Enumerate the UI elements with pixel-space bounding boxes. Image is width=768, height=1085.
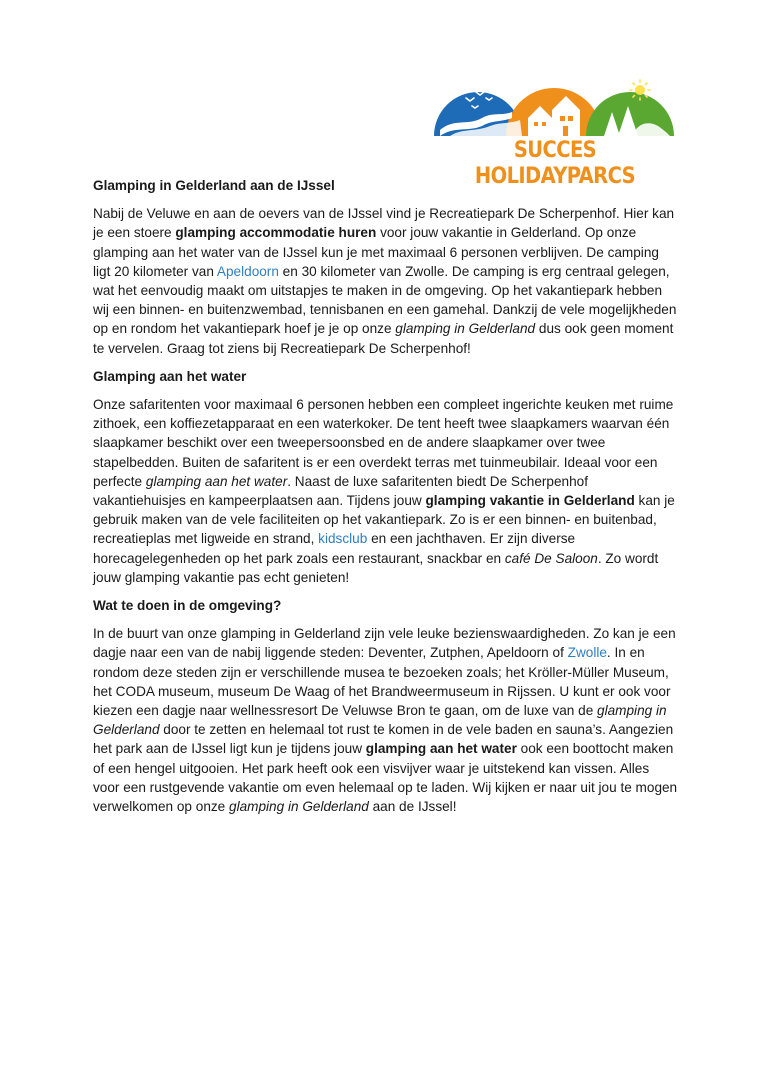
zwolle-link[interactable]: Zwolle bbox=[567, 645, 607, 661]
section-heading: Glamping in Gelderland aan de IJssel bbox=[93, 178, 335, 193]
kidsclub-link[interactable]: kidsclub bbox=[318, 531, 368, 547]
italic-text: glamping in Gelderland bbox=[93, 703, 667, 738]
italic-text: glamping in Gelderland bbox=[229, 799, 369, 815]
bold-text: glamping aan het water bbox=[365, 741, 517, 757]
article-body bbox=[93, 176, 679, 825]
logo-wordmark: SUCCES HOLIDAYPARCS bbox=[474, 137, 636, 189]
section-heading: Wat te doen in de omgeving? bbox=[93, 598, 282, 614]
paragraph: Onze safaritenten voor maximaal 6 personen hebben een compleet ingerichte keuken met ruime zithoek, een koffiezetapparaat en een waterkoker. De tent heeft twee slaapkamers waarvan één slaapkamer beschikt over een tweepersoonsbed en de andere slaapkamer over twee stapelbedden. Buiten de safaritent is er een overdekt terras met tuinmeubilair. Ideaal voor een perfecte glamping aan het water. Naast de luxe safaritenten biedt De Scherpenhof vakantiehuisjes en kampeerplaatsen aan. Tijdens jouw glamping vakantie in Gelderland kan je gebruik maken van de vele faciliteiten op het vakantiepark. Zo is er een binnen- en buitenbad, recreatieplas met ligweide en strand, kidsclub en een jachthaven. Er zijn diverse horecagelegenheden op het park zoals een restaurant, snackbar en café De Saloon. Zo wordt jouw glamping vakantie pas echt genieten! bbox=[93, 397, 675, 585]
paragraph: In de buurt van onze glamping in Gelderland zijn vele leuke bezienswaardigheden. Zo kan je een dagje naar een van de nabij liggende steden: Deventer, Zutphen, Apeldoorn of Zwolle. In en rondom deze steden zijn er verschillende musea te bezoeken zoals; het Kröller-Müller Museum, het CODA museum, museum De Waag of het Brandweermuseum in Rijssen. U kunt er ook voor kiezen een dagje naar wellnessresort De Veluwse Bron te gaan, om de luxe van de glamping in Gelderland door te zetten en helemaal tot rust te komen in de vele baden en sauna’s. Aangezien het park aan de IJssel ligt kun je tijdens jouw glamping aan het water ook een boottocht maken of een hengel uitgooien. Het park heeft ook een visvijver waar je uitstekend kan vissen. Alles voor een rustgevende vakantie om even helemaal op te laden. Wij kijken er naar uit jou te mogen verwelkomen op onze glamping in Gelderland aan de IJssel! bbox=[93, 626, 678, 815]
logo-domes-icon bbox=[432, 68, 678, 140]
apeldoorn-link[interactable]: Apeldoorn bbox=[216, 263, 279, 279]
italic-text: café De Saloon bbox=[504, 550, 598, 566]
paragraph: Nabij de Veluwe en aan de oevers van de IJssel vind je Recreatiepark De Scherpenhof. Hier kan je een stoere glamping accommodatie huren voor jouw vakantie in Gelderland. Op onze glamping aan het water van de IJssel kun je met maximaal 6 personen verblijven. De camping ligt 20 kilometer van Apeldoorn en 30 kilometer van Zwolle. De camping is erg centraal gelegen, wat het eenvoudig maakt om uitstapjes te maken in de omgeving. Op het vakantiepark hebben wij een binnen- en buitenzwembad, tennisbanen en een gamehal. Dankzij de vele mogelijkheden op en rondom het vakantiepark hoef je je op onze glamping in Gelderland dus ook geen moment te vervelen. Graag tot ziens bij Recreatiepark De Scherpenhof! bbox=[93, 206, 677, 356]
italic-text: glamping in Gelderland bbox=[395, 321, 536, 337]
italic-text: glamping aan het water bbox=[145, 473, 288, 489]
bold-text: glamping accommodatie huren bbox=[175, 225, 377, 241]
bold-text: glamping vakantie in Gelderland bbox=[425, 493, 635, 509]
section-heading: Glamping aan het water bbox=[93, 368, 247, 384]
succes-holidayparcs-logo bbox=[432, 68, 678, 189]
